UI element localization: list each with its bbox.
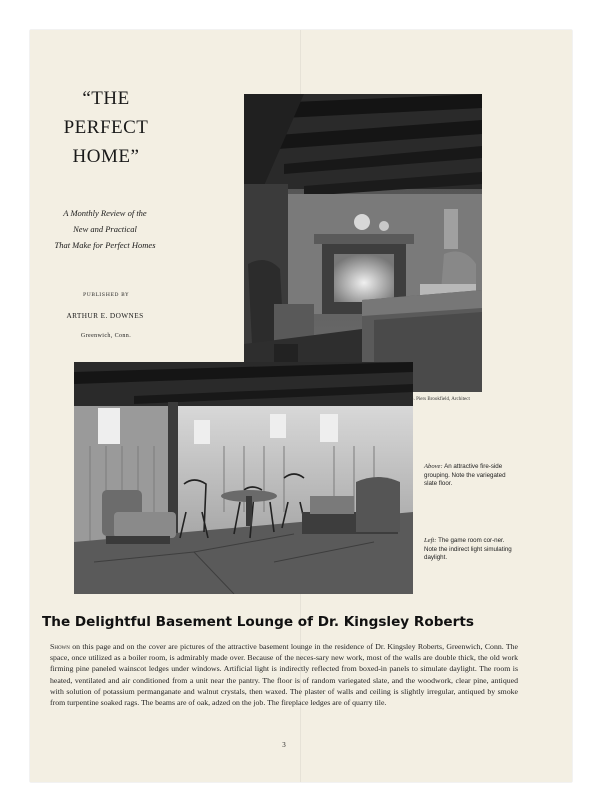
title-line: “THE <box>82 88 130 109</box>
caption-above <box>424 463 512 489</box>
caption-above-text: An attractive fire-side grouping. Note the variegated slate floor. <box>424 463 506 488</box>
page-number: 3 <box>282 741 286 749</box>
article-headline: The Delightful Basement Lounge of Dr. Kingsley Roberts <box>42 614 474 630</box>
caption-left <box>424 537 512 563</box>
publisher-location: Greenwich, Conn. <box>80 333 132 339</box>
article-lead-word: Shown <box>50 642 70 651</box>
article-body <box>50 641 518 708</box>
masthead-subtitle <box>30 205 180 253</box>
masthead-title <box>46 84 166 171</box>
title-line: HOME” <box>72 146 140 167</box>
fireside-photo <box>244 94 482 392</box>
published-by-label: PUBLISHED BY <box>83 293 129 298</box>
subtitle-line: That Make for Perfect Homes <box>54 240 156 250</box>
article-body-text: on this page and on the cover are pictures of the attractive basement lounge in the residence of Dr. Kingsley Roberts, Greenwich, Conn. The space, once utilized as a boiler room, is admirably made over. Because of the neces-sary new work, most of the walls are double thick, the old work firming pine paneled wainscot ledges under windows. Artificial light is indirectly reflected from boxed-in panels to simulate daylight. The room is heated, ventilated and air conditioned from a unit near the pantry. The floor is of random variegated slate, and the woodwork, clear pine, antiqued with solution of potassium permanganate and walnut crystals, then waxed. The plaster of walls and ceiling is slightly irregular, antiqued by smoke from turpentine soaked rags. The beams are of oak, adzed on the job. The fireplace ledges are of quarry tile. <box>50 642 519 708</box>
caption-above-lead: Above: <box>424 463 443 470</box>
caption-left-text: The game room cor-ner. Note the indirect light simulating daylight. <box>424 537 512 562</box>
publisher-name: ARTHUR E. DOWNES <box>66 311 144 320</box>
caption-left-lead: Left: <box>424 537 437 544</box>
photo-credit: G. Piers Brookfield, Architect <box>410 397 470 402</box>
game-room-photo <box>74 362 413 594</box>
subtitle-line: A Monthly Review of the <box>63 208 147 218</box>
title-line: PERFECT <box>63 117 149 138</box>
subtitle-line: New and Practical <box>73 224 137 234</box>
